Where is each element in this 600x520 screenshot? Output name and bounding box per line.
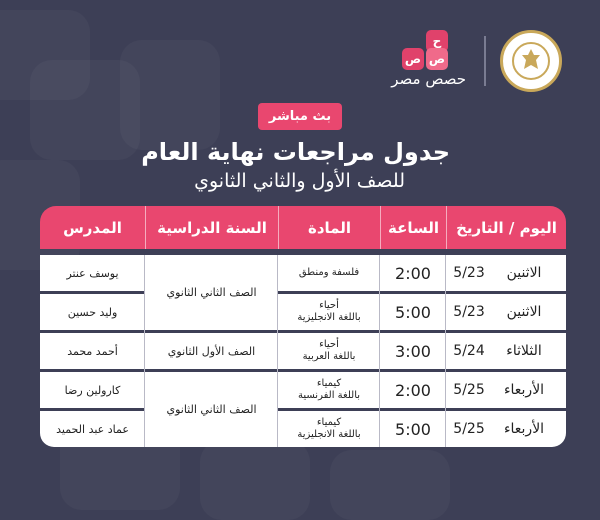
time-cell: 2:00 (395, 263, 431, 283)
table-body (40, 249, 566, 442)
subject-cell: أحياء باللغة الانجليزية (297, 300, 361, 323)
day-cell: الأربعاء (503, 382, 545, 398)
header-subject: المادة (278, 206, 380, 249)
day-cell: الاثنين (506, 265, 542, 281)
teacher-cell: وليد حسين (67, 305, 118, 319)
table-header (40, 206, 566, 249)
live-badge: بث مباشر (258, 103, 342, 130)
teacher-cell: يوسف عنتر (66, 266, 119, 280)
subject-cell: كيمياء باللغة الانجليزية (297, 417, 361, 440)
date-cell: 5/23 (453, 304, 485, 320)
time-cell: 5:00 (395, 419, 431, 439)
subject-cell: فلسفة ومنطق (298, 267, 360, 278)
brand-tile: ص (402, 48, 424, 70)
brand-tile: ص (426, 48, 448, 70)
background-shape (120, 40, 220, 150)
day-cell: الاثنين (506, 304, 542, 320)
ministry-of-education-seal-icon (500, 30, 562, 92)
date-cell: 5/25 (453, 382, 485, 398)
time-cell: 5:00 (395, 302, 431, 322)
date-cell: 5/25 (453, 421, 485, 437)
column-divider (277, 255, 278, 447)
header-grade: السنة الدراسية (145, 206, 278, 249)
page-title: جدول مراجعات نهاية العام (141, 138, 450, 166)
teacher-cell: عماد عبد الحميد (56, 422, 129, 436)
logo-divider (484, 36, 486, 86)
subject-cell: أحياء باللغة العربية (302, 339, 356, 362)
table-row (40, 255, 566, 291)
schedule-table (40, 206, 566, 442)
brand-tile: ح (426, 30, 448, 52)
teacher-cell: كارولين رضا (64, 383, 121, 397)
background-shape (330, 450, 450, 520)
date-cell: 5/23 (453, 265, 485, 281)
grade-cell: الصف الثاني الثانوي (145, 372, 278, 447)
day-cell: الثلاثاء (506, 343, 542, 359)
hessas-masr-logo-icon (388, 30, 468, 92)
header-teacher: المدرس (63, 218, 122, 237)
table-row (40, 411, 566, 447)
table-row (40, 372, 566, 408)
subject-cell: كيمياء باللغة الفرنسية (297, 378, 361, 401)
grade-cell: الصف الأول الثانوي (145, 333, 278, 369)
brand-name: حصص مصر (391, 70, 466, 88)
header-time: الساعة (380, 206, 446, 249)
time-cell: 2:00 (395, 380, 431, 400)
column-divider (379, 255, 380, 447)
day-cell: الأربعاء (503, 421, 545, 437)
column-divider (445, 255, 446, 447)
teacher-cell: أحمد محمد (67, 344, 118, 358)
page-subtitle: للصف الأول والثاني الثانوي (194, 170, 405, 192)
header-logos (302, 30, 562, 92)
grade-cell: الصف الثاني الثانوي (145, 255, 278, 330)
column-divider (144, 255, 145, 447)
background-shape (200, 440, 310, 520)
table-row (40, 333, 566, 369)
time-cell: 3:00 (395, 341, 431, 361)
date-cell: 5/24 (453, 343, 485, 359)
header-day-date: اليوم / التاريخ (446, 206, 566, 249)
table-row (40, 294, 566, 330)
